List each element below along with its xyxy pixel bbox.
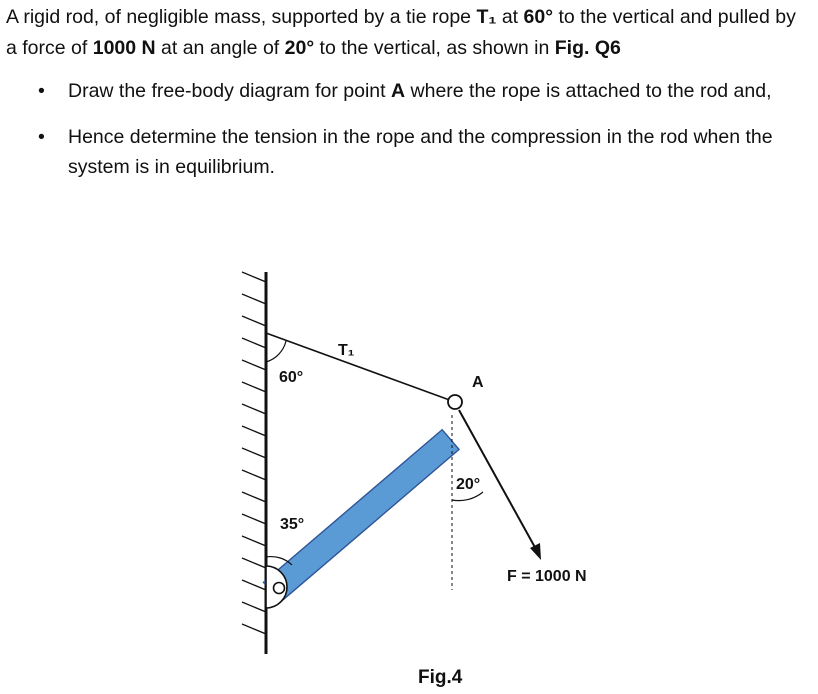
rope-angle-arc	[266, 341, 286, 362]
label-force-angle: 20°	[456, 476, 481, 493]
label-rope-angle: 60°	[279, 369, 304, 386]
force-value: 1000 N	[92, 37, 156, 59]
point-a-label: A	[391, 80, 406, 102]
problem-statement: A rigid rod, of negligible mass, supported by a tie rope T₁ at 60° to the vertical and pulled by a force of 1000 N at an angle of 20° to the vertical, as shown in Fig. Q6	[6, 6, 796, 59]
figure-caption: Fig.4	[418, 667, 463, 688]
rope-label: T₁	[476, 6, 497, 28]
joint-a	[448, 395, 462, 409]
label-rod-angle: 35°	[280, 516, 305, 533]
bullet-marker: •	[38, 80, 45, 102]
task-item-1: • Draw the free-body diagram for point A where the rope is attached to the rod and,	[38, 76, 798, 106]
label-t1: T₁	[338, 342, 355, 359]
wall	[242, 272, 266, 654]
label-a: A	[472, 374, 484, 391]
label-force: F = 1000 N	[507, 568, 587, 585]
task-item-2: • Hence determine the tension in the rope and the compression in the rod when the system is in equilibrium.	[38, 122, 798, 182]
rope-angle: 60°	[523, 6, 554, 28]
figure-reference: Fig. Q6	[554, 37, 621, 59]
force-angle: 20°	[284, 37, 315, 59]
tie-rope	[266, 333, 455, 402]
bullet-marker: •	[38, 126, 45, 148]
force-angle-arc	[452, 492, 483, 501]
